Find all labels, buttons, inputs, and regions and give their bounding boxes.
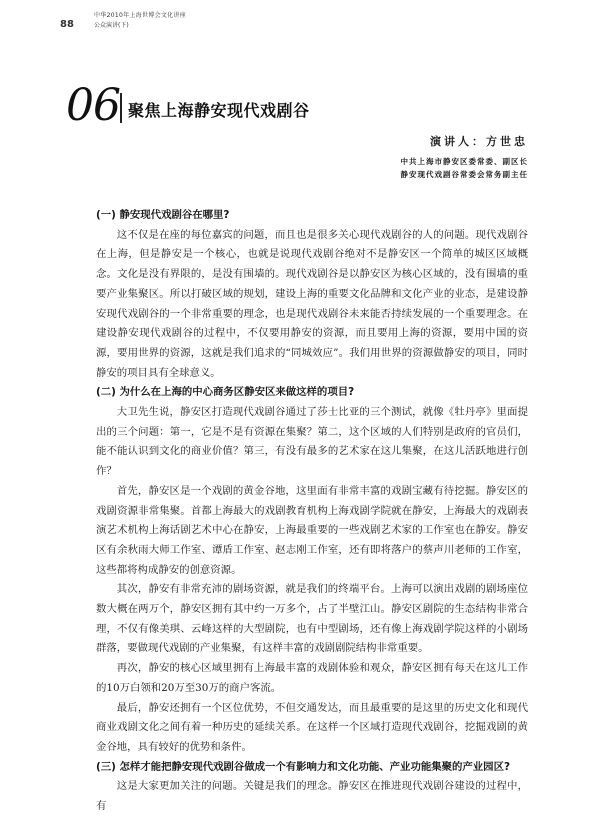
section-heading: (二) 为什么在上海的中心商务区静安区来做这样的项目?	[96, 386, 355, 399]
paragraph: 最后，静安还拥有一个区位优势，不但交通发达，而且最重要的是这里的历史文化和现代商业戏剧文化之间有着一种历史的延续关系。在这样一个区域打造现代戏剧谷，挖掘戏剧的黄金谷地，具有较好的优势和条件。	[96, 701, 528, 753]
paragraph: 其次，静安有非常充沛的剧场资源，就是我们的终端平台。上海可以演出戏剧的剧场座位数大概在两万个，静安区拥有其中约一万多个，占了半壁江山。静安区剧院的生态结构非常合理，不仅有像美琪、云峰这样的大型剧院，也有中型剧场，还有像上海戏剧学院这样的小剧场群落，要做现代戏剧的产业集聚，有这样丰富的戏剧剧院结构非常重要。	[96, 583, 528, 655]
page-number: 88	[60, 19, 74, 30]
speaker-affiliation-1: 中共上海市静安区委常委、副区长	[400, 157, 528, 166]
section-heading: (三) 怎样才能把静安现代戏剧谷做成一个有影响力和文化功能、产业功能集聚的产业园区?	[96, 760, 510, 773]
paragraph: 再次，静安的核心区域里拥有上海最丰富的戏剧体验和观众，静安区拥有每天在这儿工作的10万白领和20万至30万的商户客流。	[96, 662, 528, 694]
paragraph: 大卫先生说，静安区打造现代戏剧谷通过了莎士比亚的三个测试，就像《牡丹亭》里面提出的三个问题：第一，它是不是有资源在集聚？第二，这个区域的人们特别是政府的官员们，能不能认识到文化的商业价值？第三，有没有最多的艺术家在这儿集聚，在这儿活跃地进行创作？	[96, 406, 528, 478]
chapter-title: 聚焦上海静安现代戏剧谷	[128, 101, 310, 120]
running-header-title: 中华2010年上海世博会文化讲座	[94, 12, 187, 19]
article-body	[96, 206, 528, 817]
chapter-number: 06	[66, 80, 120, 131]
paragraph: 这是大家更加关注的问题。关键是我们的理念。静安区在推进现代戏剧谷建设的过程中，有	[96, 780, 528, 813]
paragraph: 首先，静安区是一个戏剧的黄金谷地，这里面有非常丰富的戏剧宝藏有待挖掘。静安区的戏剧资源非常集聚。首都上海最大的戏剧教育机构上海戏剧学院就在静安，上海最大的戏剧表演艺术机构上海话剧艺术中心在静安，上海最重要的一些戏剧艺术家的工作室也在静安。静安区有余秋雨大师工作室、谭盾工作室、赵志刚工作室，还有即将落户的蔡声川老师的工作室，这些都将构成静安的创意资源。	[96, 484, 528, 576]
speaker-affiliation-2: 静安现代戏剧谷常委会常务副主任	[400, 170, 528, 179]
paragraph: 这不仅是在座的每位嘉宾的问题，而且也是很多关心现代戏剧谷的人的问题。现代戏剧谷在上海，但是静安是一个核心，也就是说现代戏剧谷绝对不是静安区一个简单的城区区域概念。文化是没有界限的，是没有围墙的。现代戏剧谷是以静安区为核心区域的，没有围墙的重要产业集聚区。所以打破区域的规划，建设上海的重要文化品牌和文化产业的业态，是建设静安现代戏剧谷的一个非常重要的理念，也是现代戏剧谷未来能否持续发展的一个重要理念。在建设静安现代戏剧谷的过程中，不仅要用静安的资源，而且要用上海的资源，要用中国的资源，要用世界的资源，这就是我们追求的“同城效应”。我们用世界的资源做静安的项目，同时静安的项目具有全球意义。	[96, 228, 528, 379]
speaker-line: 演讲人：方世忠	[430, 135, 528, 148]
chapter-divider	[120, 93, 122, 123]
running-header-section: 公众演讲(下)	[94, 22, 129, 29]
section-heading: (一) 静安现代戏剧谷在哪里?	[96, 209, 230, 221]
